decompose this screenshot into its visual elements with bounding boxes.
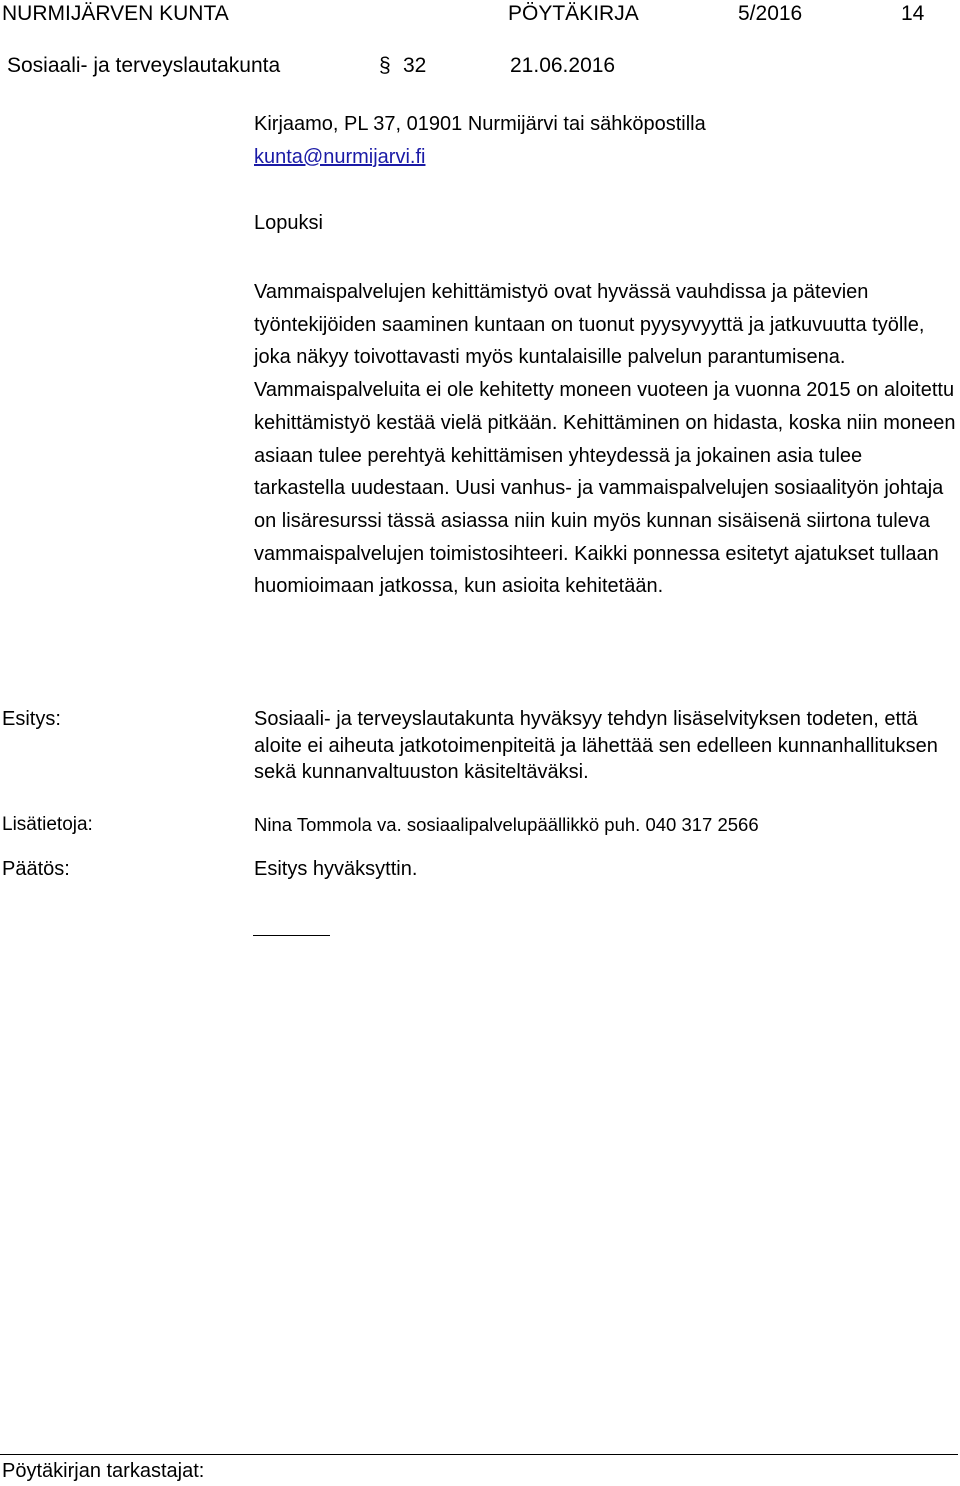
page-number: 14 xyxy=(901,2,925,25)
more-info-text: Nina Tommola va. sosiaalipalvelupäällikkö puh. 040 317 2566 xyxy=(254,814,759,835)
meeting-date: 21.06.2016 xyxy=(510,54,616,77)
proposal-label: Esitys: xyxy=(2,708,61,730)
organization-name: NURMIJÄRVEN KUNTA xyxy=(2,2,229,25)
address-line: Kirjaamo, PL 37, 01901 Nurmijärvi tai sähköpostilla xyxy=(254,113,706,135)
section-number: 32 xyxy=(403,54,427,77)
committee-name: Sosiaali- ja terveyslautakunta xyxy=(7,54,281,77)
decision-label: Päätös: xyxy=(2,858,70,880)
footer-rule xyxy=(0,1454,958,1455)
more-info-label: Lisätietoja: xyxy=(2,814,93,835)
email-link[interactable]: kunta@nurmijarvi.fi xyxy=(254,146,426,168)
separator-rule xyxy=(253,935,330,936)
proposal-text: Sosiaali- ja terveyslautakunta hyväksyy tehdyn lisäselvityksen todeten, että aloite ei aiheuta jatkotoimenpiteitä ja lähettää sen edelleen kunnanhallituksen sekä kunnanvaltuuston käsiteltäväksi. xyxy=(254,708,938,783)
section-sign: § xyxy=(379,54,391,77)
document-type: PÖYTÄKIRJA xyxy=(508,2,639,25)
reviewers-label: Pöytäkirjan tarkastajat: xyxy=(2,1460,205,1482)
conclusion-body: Vammaispalvelujen kehittämistyö ovat hyvässä vauhdissa ja pätevien työntekijöiden saaminen kuntaan on tuonut pyysyvyyttä ja jatkuvuutta työlle, joka näkyy toivottavasti myös kuntalaisille palvelun parantumisena. Vammaispalveluita ei ole kehitetty moneen vuoteen ja vuonna 2015 on aloitettu kehittämistyö kestää vielä pitkään. Kehittäminen on hidasta, koska niin moneen asiaan tulee perehtyä kehittämisen yhteydessä ja jokainen asia tulee tarkastella uudestaan. Uusi vanhus- ja vammaispalvelujen sosiaalityön johtaja on lisäresurssi tässä asiassa niin kuin myös kunnan sisäisenä siirtona tuleva vammaispalvelujen toimistosihteeri. Kaikki ponnessa esitetyt ajatukset tullaan huomioimaan jatkossa, kun asioita kehitetään. xyxy=(254,281,956,598)
decision-text: Esitys hyväksyttin. xyxy=(254,858,418,880)
document-number: 5/2016 xyxy=(738,2,803,25)
conclusion-heading: Lopuksi xyxy=(254,212,323,234)
